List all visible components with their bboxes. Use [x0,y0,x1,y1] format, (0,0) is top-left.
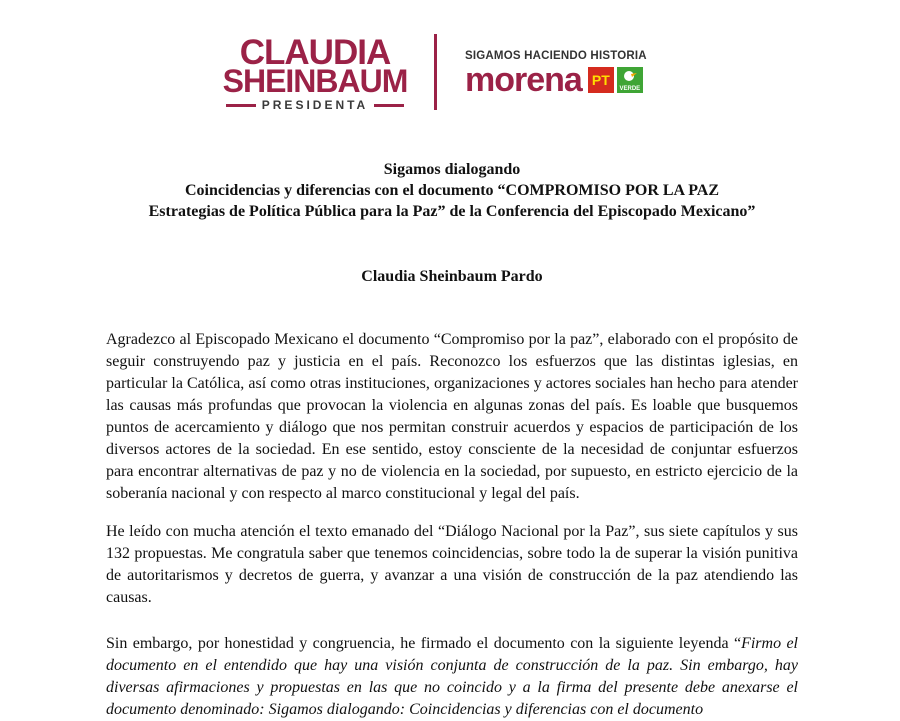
claudia-sheinbaum-logo [222,33,408,112]
paragraph-1: Agradezco al Episcopado Mexicano el documento “Compromiso por la paz”, elaborado con el propósito de seguir construyendo paz y justicia en el país. Reconozco los esfuerzos que las distintas iglesias, en particular la Católica, así como otras instituciones, organizaciones y actores sociales han hecho para atender las causas más profundas que provocan la violencia en algunas zonas del país. Es loable que busquemos puntos de acercamiento y diálogo que nos permitan construir acuerdos y espacios de participación de los diversos actores de la sociedad. En ese sentido, estoy consciente de la necesidad de conjuntar esfuerzos para encontrar alternativas de paz y no de violencia en la sociedad, por supuesto, en estricto ejercicio de la soberanía nacional y con respecto al marco constitucional y legal del país. [106,331,798,502]
toucan-icon [623,69,637,83]
logo-divider [434,34,437,110]
title-line-2: Coincidencias y diferencias con el documento “COMPROMISO POR LA PAZ [184,182,720,199]
morena-logo [465,50,685,97]
logo-role: PRESIDENTA [261,98,369,112]
paragraph-3 [106,633,798,721]
morena-wordmark: morena [465,61,582,99]
logo-name-first: CLAUDIA [239,33,391,72]
letterhead [0,0,900,130]
coalition-tagline: SIGAMOS HACIENDO HISTORIA [465,50,647,62]
logo-role-row [222,98,408,112]
verde-label: VERDE [619,86,641,92]
title-line-1: Sigamos dialogando [383,161,521,178]
logo-name-last: SHEINBAUM [222,63,408,99]
paragraph-3-quote: Firmo el documento en el entendido que hay una visión conjunta de construcción de la paz. Sin embargo, hay diversas afirmaciones y propuestas en las que no coincido y a la firma del presente debe anexarse el documento denominado: Sigamos dialogando: Coincidencias y diferencias con el documento [106,635,799,718]
paragraph-3-lead: Sin embargo, por honestidad y congruencia, he firmado el documento con la siguiente leyenda “ [106,635,742,652]
author-name: Claudia Sheinbaum Pardo [361,268,543,285]
logo-rule-left [226,104,256,107]
title-line-3: Estrategias de Política Pública para la Paz” de la Conferencia del Episcopado Mexicano” [148,203,756,220]
paragraph-2: He leído con mucha atención el texto emanado del “Diálogo Nacional por la Paz”, sus siete capítulos y sus 132 propuestas. Me congratula saber que tenemos coincidencias, sobre todo la de superar la visión punitiva de autoritarismos y decretos de guerra, y avanzar a una visión de construcción de la paz atendiendo las causas. [106,523,798,606]
verde-logo-icon [617,67,643,93]
logo-rule-right [374,104,404,107]
party-logos-row [465,63,685,97]
document-title-block [0,159,900,222]
pt-logo-icon: PT [588,67,614,93]
